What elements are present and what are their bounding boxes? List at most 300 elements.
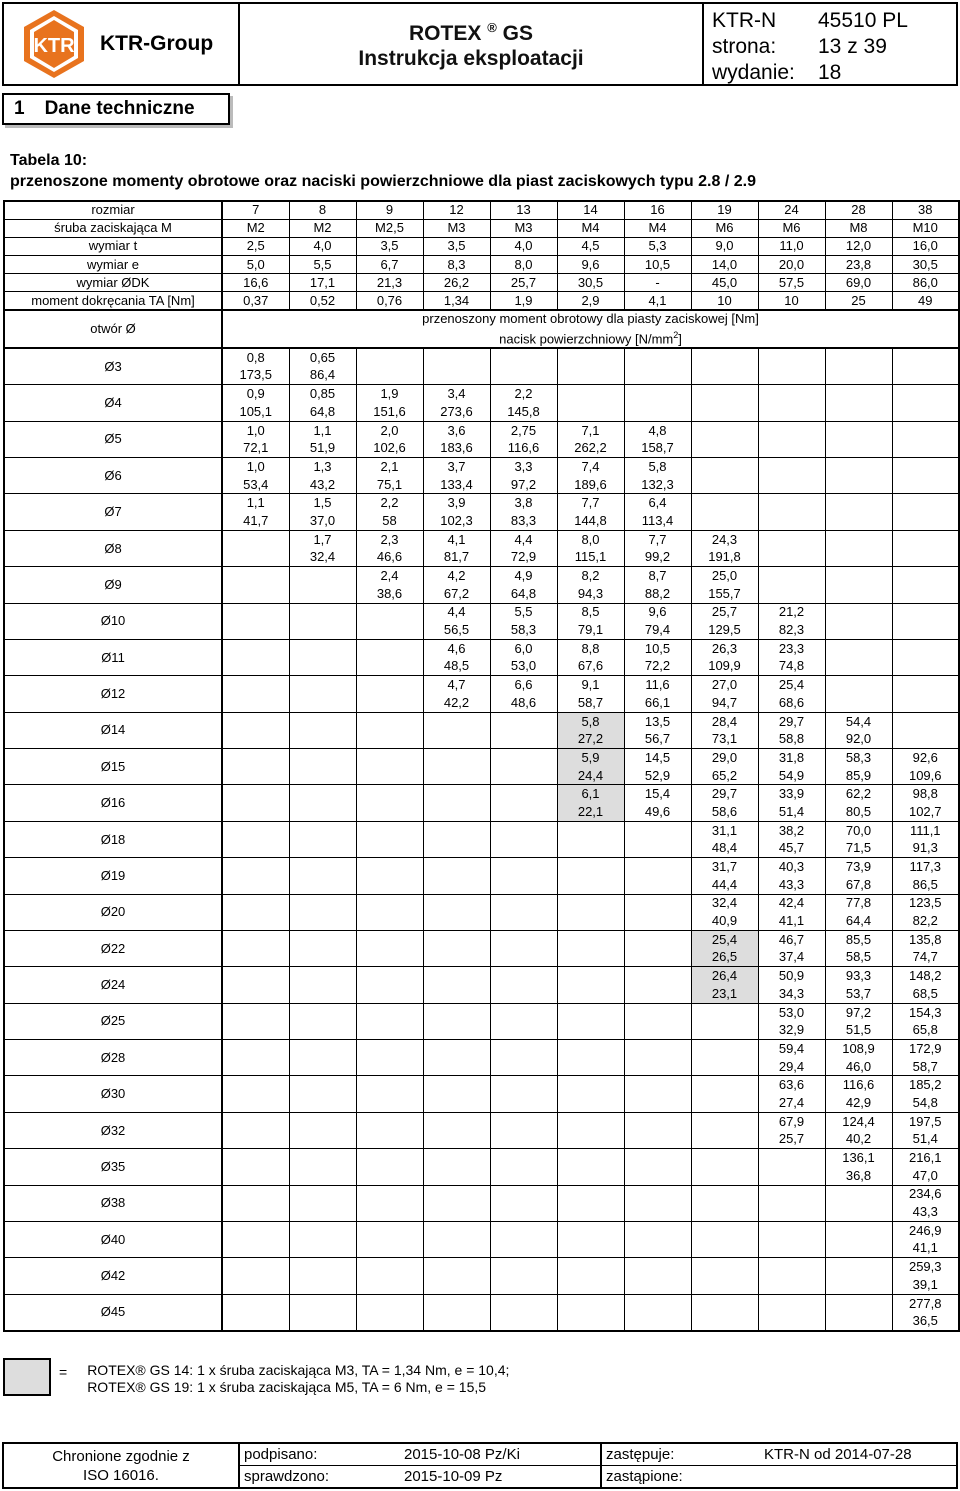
torque-cell: 8,8 xyxy=(557,639,624,657)
pressure-cell xyxy=(557,1312,624,1330)
edition-value: 18 xyxy=(818,61,842,84)
torque-cell xyxy=(423,1112,490,1130)
pressure-cell: 82,2 xyxy=(892,912,959,930)
torque-cell: 4,6 xyxy=(423,639,490,657)
torque-cell xyxy=(892,494,959,512)
torque-cell: 148,2 xyxy=(892,967,959,985)
spec-row xyxy=(4,237,959,255)
pressure-cell xyxy=(222,1312,289,1330)
spec-row xyxy=(4,274,959,292)
spec-cell: 1,9 xyxy=(490,292,557,310)
pressure-cell: 79,4 xyxy=(624,621,691,639)
spec-cell: 5,5 xyxy=(289,256,356,274)
pressure-cell xyxy=(892,403,959,421)
torque-cell xyxy=(289,1221,356,1239)
pressure-cell: 66,1 xyxy=(624,694,691,712)
torque-cell xyxy=(758,458,825,476)
bore-label: Ø6 xyxy=(4,458,222,494)
torque-cell: 0,9 xyxy=(222,385,289,403)
pressure-cell xyxy=(423,1240,490,1258)
pressure-cell xyxy=(222,694,289,712)
pressure-cell: 58,6 xyxy=(691,803,758,821)
footer-note-line2: ISO 16016. xyxy=(83,1466,159,1484)
torque-cell xyxy=(825,385,892,403)
pressure-cell: 68,5 xyxy=(892,985,959,1003)
torque-cell xyxy=(825,1221,892,1239)
pressure-cell xyxy=(356,1058,423,1076)
pressure-cell xyxy=(423,985,490,1003)
torque-cell: 33,9 xyxy=(758,785,825,803)
pressure-cell xyxy=(222,876,289,894)
spec-cell: 2,5 xyxy=(222,237,289,255)
pressure-cell: 71,5 xyxy=(825,840,892,858)
spec-cell: 4,0 xyxy=(289,237,356,255)
torque-cell xyxy=(289,894,356,912)
torque-cell xyxy=(423,858,490,876)
torque-cell xyxy=(222,1149,289,1167)
pressure-cell xyxy=(557,1021,624,1039)
torque-cell: 29,7 xyxy=(691,785,758,803)
spec-cell: M2 xyxy=(289,219,356,237)
pressure-cell xyxy=(490,1131,557,1149)
spec-cell: 28 xyxy=(825,201,892,219)
pressure-cell xyxy=(356,1276,423,1294)
torque-cell: 25,4 xyxy=(758,676,825,694)
torque-cell: 4,9 xyxy=(490,567,557,585)
pressure-cell xyxy=(825,1312,892,1330)
pressure-cell: 26,5 xyxy=(691,949,758,967)
pressure-cell: 173,5 xyxy=(222,367,289,385)
pressure-cell xyxy=(624,1276,691,1294)
torque-cell xyxy=(222,821,289,839)
pressure-cell: 45,7 xyxy=(758,840,825,858)
pressure-cell xyxy=(691,1131,758,1149)
torque-cell xyxy=(222,1040,289,1058)
bore-label: Ø3 xyxy=(4,348,222,384)
pressure-cell: 79,1 xyxy=(557,621,624,639)
pressure-cell: 58,3 xyxy=(490,621,557,639)
pressure-cell xyxy=(423,1131,490,1149)
pressure-cell: 67,2 xyxy=(423,585,490,603)
bore-label: Ø20 xyxy=(4,894,222,930)
spec-cell: 2,9 xyxy=(557,292,624,310)
section-title: Dane techniczne xyxy=(44,98,195,119)
spec-cell: 0,37 xyxy=(222,292,289,310)
pressure-cell xyxy=(423,730,490,748)
torque-cell xyxy=(423,1003,490,1021)
pressure-cell xyxy=(490,803,557,821)
torque-cell: 8,0 xyxy=(557,530,624,548)
torque-cell xyxy=(691,1112,758,1130)
torque-cell: 53,0 xyxy=(758,1003,825,1021)
torque-cell xyxy=(557,1003,624,1021)
torque-cell: 2,1 xyxy=(356,458,423,476)
bore-header-line2-end: ] xyxy=(678,331,682,347)
signed-label: podpisano: xyxy=(240,1444,400,1466)
torque-cell: 117,3 xyxy=(892,858,959,876)
torque-cell xyxy=(691,1003,758,1021)
pressure-cell xyxy=(222,803,289,821)
pressure-cell: 58 xyxy=(356,512,423,530)
spec-cell: 20,0 xyxy=(758,256,825,274)
pressure-cell: 262,2 xyxy=(557,439,624,457)
torque-cell: 6,1 xyxy=(557,785,624,803)
torque-cell: 246,9 xyxy=(892,1221,959,1239)
torque-cell xyxy=(758,348,825,366)
torque-cell xyxy=(222,749,289,767)
pressure-cell: 132,3 xyxy=(624,476,691,494)
torque-cell xyxy=(222,1258,289,1276)
torque-cell xyxy=(490,1149,557,1167)
torque-cell xyxy=(222,1221,289,1239)
pressure-cell xyxy=(423,1276,490,1294)
pressure-cell: 27,2 xyxy=(557,730,624,748)
spec-cell: 49 xyxy=(892,292,959,310)
bore-label: Ø30 xyxy=(4,1076,222,1112)
spec-cell: 30,5 xyxy=(557,274,624,292)
pressure-cell xyxy=(490,840,557,858)
pressure-cell xyxy=(892,730,959,748)
torque-cell xyxy=(289,1040,356,1058)
pressure-cell xyxy=(222,1131,289,1149)
pressure-cell xyxy=(289,694,356,712)
pressure-cell xyxy=(758,1203,825,1221)
pressure-cell: 72,1 xyxy=(222,439,289,457)
torque-cell: 0,85 xyxy=(289,385,356,403)
spec-cell: 13 xyxy=(490,201,557,219)
torque-cell: 10,5 xyxy=(624,639,691,657)
torque-cell xyxy=(624,894,691,912)
pressure-cell: 46,0 xyxy=(825,1058,892,1076)
spec-cell: M4 xyxy=(557,219,624,237)
pressure-cell: 273,6 xyxy=(423,403,490,421)
legend-gray-swatch xyxy=(3,1358,51,1396)
pressure-cell xyxy=(624,403,691,421)
edition-label: wydanie: xyxy=(712,61,795,84)
torque-cell xyxy=(356,1149,423,1167)
bore-row-torque xyxy=(4,567,959,585)
torque-cell xyxy=(490,1112,557,1130)
pressure-cell xyxy=(490,1312,557,1330)
torque-cell: 7,7 xyxy=(557,494,624,512)
spec-cell: 9,6 xyxy=(557,256,624,274)
pressure-cell xyxy=(356,876,423,894)
spec-cell: 7 xyxy=(222,201,289,219)
torque-cell xyxy=(490,785,557,803)
torque-cell xyxy=(490,1003,557,1021)
torque-cell: 11,6 xyxy=(624,676,691,694)
torque-cell xyxy=(758,530,825,548)
pressure-cell xyxy=(892,585,959,603)
pressure-cell xyxy=(557,840,624,858)
torque-cell xyxy=(624,385,691,403)
pressure-cell xyxy=(624,949,691,967)
torque-cell xyxy=(423,1185,490,1203)
pressure-cell xyxy=(356,985,423,1003)
pressure-cell: 37,0 xyxy=(289,512,356,530)
replaced-value xyxy=(760,1466,956,1488)
spec-cell: 38 xyxy=(892,201,959,219)
spec-cell: 45,0 xyxy=(691,274,758,292)
torque-cell xyxy=(892,421,959,439)
spec-cell: M4 xyxy=(624,219,691,237)
pressure-cell: 86,5 xyxy=(892,876,959,894)
bore-row-torque xyxy=(4,1003,959,1021)
spec-label: moment dokręcania TA [Nm] xyxy=(4,292,222,310)
spec-cell: 8 xyxy=(289,201,356,219)
pressure-cell xyxy=(289,1131,356,1149)
pressure-cell xyxy=(490,1276,557,1294)
torque-cell xyxy=(289,712,356,730)
pressure-cell xyxy=(222,1094,289,1112)
spec-cell: M8 xyxy=(825,219,892,237)
spec-row xyxy=(4,219,959,237)
torque-cell: 15,4 xyxy=(624,785,691,803)
bore-row-torque xyxy=(4,1149,959,1167)
pressure-cell: 97,2 xyxy=(490,476,557,494)
pressure-cell: 23,1 xyxy=(691,985,758,1003)
spec-row xyxy=(4,201,959,219)
pressure-cell: 27,4 xyxy=(758,1094,825,1112)
torque-cell: 111,1 xyxy=(892,821,959,839)
bore-row-torque xyxy=(4,676,959,694)
spec-cell: 16,6 xyxy=(222,274,289,292)
checked-label: sprawdzono: xyxy=(244,1467,330,1485)
pressure-cell xyxy=(691,1167,758,1185)
pressure-cell xyxy=(289,840,356,858)
pressure-cell xyxy=(825,367,892,385)
torque-cell: 3,7 xyxy=(423,458,490,476)
spec-label: wymiar e xyxy=(4,256,222,274)
torque-cell xyxy=(490,821,557,839)
spec-cell: 8,0 xyxy=(490,256,557,274)
torque-cell: 77,8 xyxy=(825,894,892,912)
spec-cell: 25 xyxy=(825,292,892,310)
pressure-cell xyxy=(758,1240,825,1258)
pressure-cell xyxy=(691,1058,758,1076)
pressure-cell: 94,7 xyxy=(691,694,758,712)
torque-cell xyxy=(691,421,758,439)
torque-cell xyxy=(892,385,959,403)
spec-cell: 9,0 xyxy=(691,237,758,255)
pressure-cell xyxy=(825,476,892,494)
legend-line1: ROTEX® GS 14: 1 x śruba zaciskająca M3, TA = 1,34 Nm, e = 10,4; xyxy=(87,1362,510,1378)
pressure-cell xyxy=(289,1203,356,1221)
pressure-cell: 42,9 xyxy=(825,1094,892,1112)
torque-cell: 7,7 xyxy=(624,530,691,548)
pressure-cell xyxy=(490,1094,557,1112)
pressure-cell xyxy=(289,985,356,1003)
torque-cell: 5,9 xyxy=(557,749,624,767)
pressure-cell xyxy=(691,476,758,494)
bore-label: Ø14 xyxy=(4,712,222,748)
pressure-cell xyxy=(423,1167,490,1185)
pressure-cell xyxy=(356,658,423,676)
torque-cell xyxy=(289,1185,356,1203)
bore-row-torque xyxy=(4,1185,959,1203)
bore-header-line1: przenoszony moment obrotowy dla piasty zaciskowej [Nm] xyxy=(422,311,759,327)
pressure-cell xyxy=(691,1312,758,1330)
torque-cell xyxy=(624,1185,691,1203)
pressure-cell: 32,4 xyxy=(289,549,356,567)
torque-cell xyxy=(356,603,423,621)
doc-info-cell xyxy=(704,4,956,84)
torque-cell: 31,7 xyxy=(691,858,758,876)
torque-cell xyxy=(825,1258,892,1276)
pressure-cell: 144,8 xyxy=(557,512,624,530)
torque-cell: 23,3 xyxy=(758,639,825,657)
pressure-cell xyxy=(423,1021,490,1039)
pressure-cell: 24,4 xyxy=(557,767,624,785)
pressure-cell xyxy=(624,1240,691,1258)
torque-cell: 70,0 xyxy=(825,821,892,839)
torque-cell: 5,8 xyxy=(624,458,691,476)
torque-cell xyxy=(222,894,289,912)
pressure-cell xyxy=(691,1276,758,1294)
pressure-cell: 41,1 xyxy=(892,1240,959,1258)
pressure-cell xyxy=(289,912,356,930)
torque-cell xyxy=(825,1185,892,1203)
spec-cell: M2 xyxy=(222,219,289,237)
torque-cell xyxy=(892,639,959,657)
spec-cell: 12,0 xyxy=(825,237,892,255)
pressure-cell xyxy=(758,403,825,421)
pressure-cell xyxy=(356,767,423,785)
torque-cell xyxy=(289,749,356,767)
bore-label: Ø28 xyxy=(4,1040,222,1076)
pressure-cell: 42,2 xyxy=(423,694,490,712)
checked-value: 2015-10-09 Pz xyxy=(404,1467,503,1485)
spec-label: rozmiar xyxy=(4,201,222,219)
pressure-cell xyxy=(356,730,423,748)
torque-cell xyxy=(423,894,490,912)
torque-cell: 21,2 xyxy=(758,603,825,621)
torque-cell xyxy=(490,858,557,876)
replaced-label: zastąpione: xyxy=(600,1466,760,1488)
torque-cell xyxy=(825,421,892,439)
torque-cell xyxy=(423,348,490,366)
torque-cell xyxy=(356,1294,423,1312)
pressure-cell: 51,9 xyxy=(289,439,356,457)
pressure-cell xyxy=(356,803,423,821)
pressure-cell: 82,3 xyxy=(758,621,825,639)
spec-cell: 1,34 xyxy=(423,292,490,310)
pressure-cell xyxy=(289,803,356,821)
torque-cell xyxy=(490,1040,557,1058)
torque-cell: 25,7 xyxy=(691,603,758,621)
pressure-cell: 68,6 xyxy=(758,694,825,712)
torque-cell xyxy=(758,494,825,512)
torque-cell: 3,6 xyxy=(423,421,490,439)
bore-label: Ø45 xyxy=(4,1294,222,1330)
torque-cell: 1,1 xyxy=(222,494,289,512)
spec-cell: 23,8 xyxy=(825,256,892,274)
spec-row xyxy=(4,292,959,310)
pressure-cell xyxy=(222,549,289,567)
bore-label: Ø9 xyxy=(4,567,222,603)
torque-cell xyxy=(490,749,557,767)
pressure-cell xyxy=(624,1021,691,1039)
torque-cell: 6,4 xyxy=(624,494,691,512)
pressure-cell: 53,4 xyxy=(222,476,289,494)
pressure-cell: 109,9 xyxy=(691,658,758,676)
torque-cell: 2,0 xyxy=(356,421,423,439)
bore-row-torque xyxy=(4,494,959,512)
pressure-cell xyxy=(222,949,289,967)
torque-cell xyxy=(490,1221,557,1239)
torque-cell xyxy=(758,1258,825,1276)
pressure-cell: 102,6 xyxy=(356,439,423,457)
pressure-cell: 113,4 xyxy=(624,512,691,530)
torque-cell xyxy=(624,858,691,876)
torque-cell xyxy=(490,1294,557,1312)
pressure-cell xyxy=(490,1203,557,1221)
pressure-cell xyxy=(825,1240,892,1258)
pressure-cell xyxy=(490,876,557,894)
logo-text: KTR-Group xyxy=(100,32,214,55)
pressure-cell xyxy=(423,1094,490,1112)
pressure-cell: 54,9 xyxy=(758,767,825,785)
pressure-cell xyxy=(289,949,356,967)
pressure-cell xyxy=(356,1312,423,1330)
pressure-cell xyxy=(557,1058,624,1076)
torque-cell xyxy=(557,930,624,948)
pressure-cell: 65,8 xyxy=(892,1021,959,1039)
torque-cell xyxy=(356,858,423,876)
spec-cell: M2,5 xyxy=(356,219,423,237)
pressure-cell xyxy=(423,840,490,858)
pressure-cell: 75,1 xyxy=(356,476,423,494)
pressure-cell: 158,7 xyxy=(624,439,691,457)
spec-cell: 12 xyxy=(423,201,490,219)
bore-header-line2-sup: 2 xyxy=(673,330,679,341)
torque-cell: 85,5 xyxy=(825,930,892,948)
pressure-cell: 40,2 xyxy=(825,1131,892,1149)
torque-cell: 185,2 xyxy=(892,1076,959,1094)
torque-cell: 28,4 xyxy=(691,712,758,730)
torque-cell xyxy=(892,458,959,476)
torque-cell: 1,9 xyxy=(356,385,423,403)
torque-cell xyxy=(356,821,423,839)
torque-cell xyxy=(222,967,289,985)
pressure-cell: 102,7 xyxy=(892,803,959,821)
torque-cell xyxy=(624,1003,691,1021)
pressure-cell xyxy=(490,367,557,385)
pressure-cell xyxy=(557,1094,624,1112)
pressure-cell xyxy=(892,549,959,567)
torque-cell: 25,0 xyxy=(691,567,758,585)
bore-row-torque xyxy=(4,1294,959,1312)
torque-cell: 6,6 xyxy=(490,676,557,694)
pressure-cell: 48,4 xyxy=(691,840,758,858)
torque-cell xyxy=(624,1258,691,1276)
bore-label: Ø22 xyxy=(4,930,222,966)
spec-cell: 3,5 xyxy=(423,237,490,255)
torque-cell: 7,1 xyxy=(557,421,624,439)
torque-cell xyxy=(356,1112,423,1130)
spec-cell: 11,0 xyxy=(758,237,825,255)
pressure-cell xyxy=(557,1203,624,1221)
torque-cell xyxy=(557,1149,624,1167)
pressure-cell xyxy=(423,367,490,385)
spec-cell: 16,0 xyxy=(892,237,959,255)
torque-cell: 9,6 xyxy=(624,603,691,621)
torque-cell xyxy=(825,348,892,366)
pressure-cell xyxy=(356,1240,423,1258)
pressure-cell: 58,8 xyxy=(758,730,825,748)
torque-cell xyxy=(356,1258,423,1276)
torque-cell xyxy=(423,712,490,730)
